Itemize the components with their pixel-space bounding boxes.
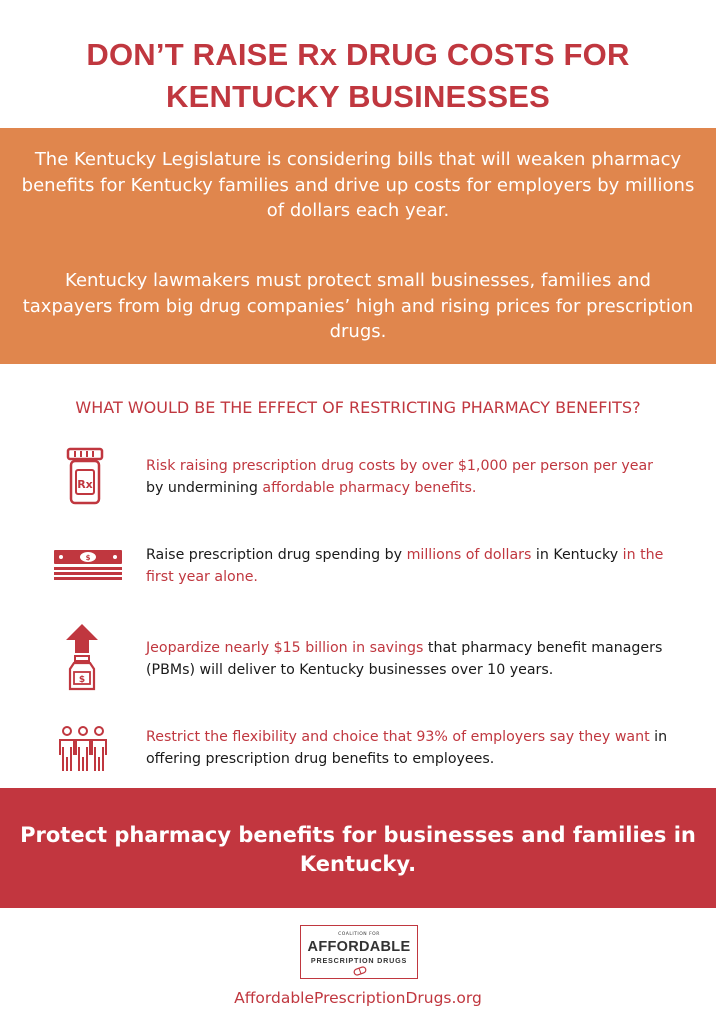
intro-paragraph-2: Kentucky lawmakers must protect small businesses, families and taxpayers from big drug companies’ high and rising prices for prescription drugs. (22, 270, 694, 342)
effect-item-2 (146, 544, 686, 588)
effect-1-text: by undermining (146, 480, 263, 496)
logo-line-3: PRESCRIPTION DRUGS (310, 956, 408, 965)
effect-1-highlight-2: affordable pharmacy benefits. (262, 480, 477, 496)
intro-banner (0, 128, 716, 364)
title-line-1: DON’T RAISE Rx DRUG COSTS FOR (86, 37, 630, 72)
website-link[interactable]: AffordablePrescriptionDrugs.org (234, 989, 482, 1007)
page-title (0, 34, 716, 118)
effect-1-highlight: Risk raising prescription drug costs by over $1,000 per person per year (146, 458, 653, 474)
svg-text:$: $ (85, 554, 91, 562)
effect-3-highlight: Jeopardize nearly $15 billion in savings (146, 640, 424, 656)
employees-group-icon (58, 725, 108, 779)
effect-3-text: that pharmacy benefit managers (PBMs) will deliver to Kentucky businesses over 10 years. (146, 640, 663, 678)
effect-2-text-a: Raise prescription drug spending by (146, 547, 407, 563)
svg-text:Rx: Rx (77, 478, 93, 491)
effect-2-highlight-a: millions of dollars (406, 547, 532, 563)
effect-item-4 (146, 726, 686, 770)
money-stack-icon (52, 548, 124, 586)
pill-icon (353, 966, 367, 976)
effect-4-text: in offering prescription drug benefits to employees. (146, 729, 668, 767)
rising-cost-bottle-icon (62, 623, 102, 697)
logo-line-1: COALITION FOR (338, 932, 380, 937)
coalition-logo (300, 925, 418, 979)
call-to-action-banner (0, 788, 716, 908)
effect-item-1 (146, 455, 686, 499)
effect-2-highlight-b: in the first year alone. (146, 547, 664, 585)
call-to-action-text: Protect pharmacy benefits for businesses and families in Kentucky. (20, 823, 696, 876)
rx-bottle-icon (66, 447, 104, 509)
svg-text:$: $ (78, 675, 86, 685)
effect-2-text-b: in Kentucky (531, 547, 623, 563)
effect-4-highlight: Restrict the flexibility and choice that 93% of employers say they want (146, 729, 650, 745)
logo-line-2: AFFORDABLE (307, 939, 411, 955)
effects-heading: WHAT WOULD BE THE EFFECT OF RESTRICTING PHARMACY BENEFITS? (75, 398, 641, 417)
effect-item-3 (146, 637, 686, 681)
intro-paragraph-1: The Kentucky Legislature is considering bills that will weaken pharmacy benefits for Kentucky families and drive up costs for employers by millions of dollars each year. (21, 149, 695, 221)
title-line-2: KENTUCKY BUSINESSES (166, 79, 550, 114)
